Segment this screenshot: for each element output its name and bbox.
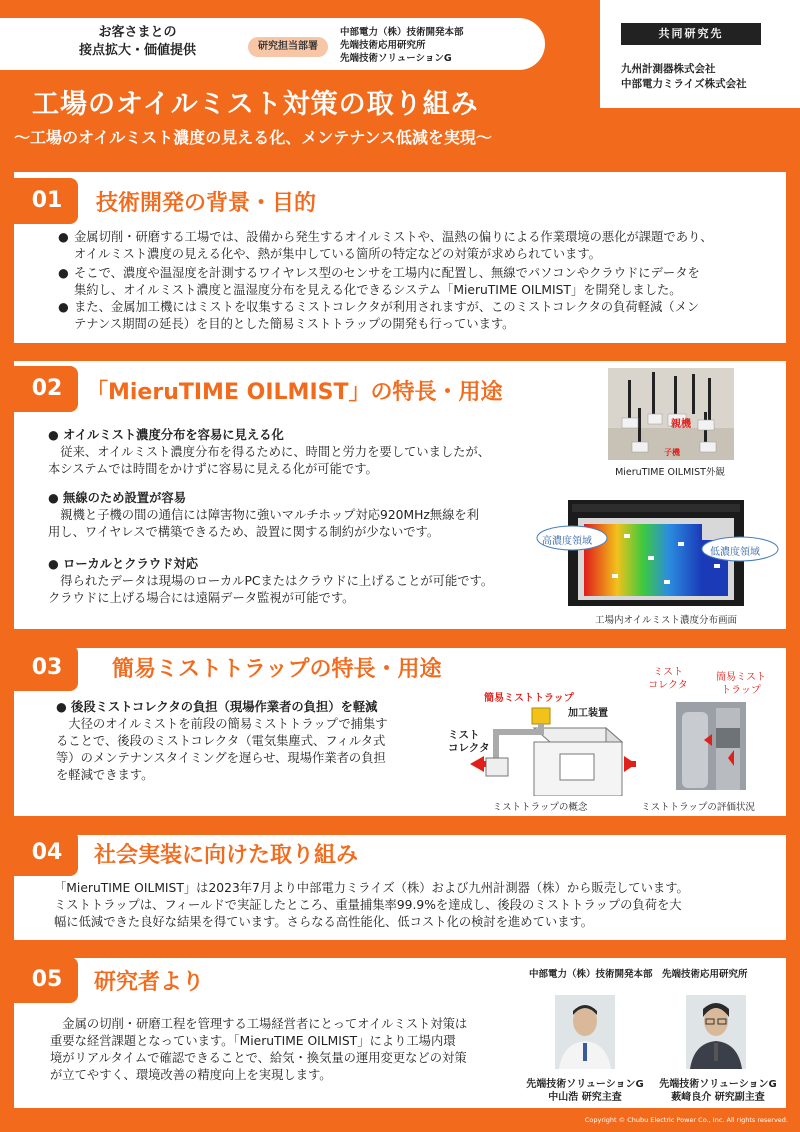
evaluation-photo [676, 702, 746, 790]
bullet-item: ● 金属切削・研磨する工場では、設備から発生するオイルミストや、温熱の偏りによる作業環境の悪化が課題であり、 オイルミスト濃度の見える化や、熱が集中している箇所の特定などの対策が求められています。 [58, 230, 713, 261]
researcher-photo-2 [686, 995, 746, 1069]
section-number: 02 [16, 366, 78, 412]
page-subtitle: ～工場のオイルミスト濃度の見える化、メンテナンス低減を実現～ [14, 128, 492, 147]
child-unit-label: 子機 [664, 448, 680, 457]
section-number: 03 [16, 645, 78, 691]
feature-text: 得られたデータは現場のローカルPCまたはクラウドに上げることが可能です。 クラウドに上げる場合には遠隔データ監視が可能です。 [48, 574, 494, 605]
researcher-message: 金属の切削・研磨工程を管理する工場経営者にとってオイルミスト対策は 重要な経営課題となっています。「MieruTIME OILMIST」により工場内環 境がリアルタイムで確認できることで、給気・換気量の運用変更などの対策 が立てやすく、環境改善の精度向上を実現します。 [50, 1017, 468, 1082]
collector-label: ミスト コレクタ [448, 729, 490, 754]
low-area-label: 低濃度領域 [710, 547, 760, 558]
bullet-dot-icon: ● [58, 300, 69, 314]
photo-caption: MieruTIME OILMIST外観 [615, 467, 725, 478]
section-title: 研究者より [94, 970, 205, 995]
section-text: 「MieruTIME OILMIST」は2023年7月より中部電力ミライズ（株）および九州計測器（株）から販売しています。 ミストトラップは、フィールドで実証したところ、重量捕集率99.9%を達成し、後段のミストトラップの負荷を大 幅に低減できた良好な結果を得ています。さらなる高性能化、低コスト化の検討を進めています。 [54, 881, 689, 929]
parent-unit-label: 親機 [671, 419, 691, 430]
feature-text: 従来、オイルミスト濃度分布を得るために、時間と労力を要していましたが、 本システムでは時間をかけずに容易に見える化が可能です。 [48, 445, 491, 476]
bullet-dot-icon: ● [58, 266, 69, 280]
feature-text: 親機と子機の間の通信には障害物に強いマルチホップ対応920MHz無線を利 用し、ワイヤレスで構築できるため、設置に関する制約が少ないです。 [48, 508, 479, 539]
researcher-name-2: 先端技術ソリューションG 薮﨑良介 研究副主査 [659, 1079, 777, 1103]
dept-lines: 中部電力（株）技術開発本部 先端技術応用研究所 先端技術ソリューションG [340, 27, 464, 64]
feature-heading: ● ローカルとクラウド対応 [48, 557, 199, 571]
section-number: 05 [16, 957, 78, 1003]
section-number: 04 [16, 830, 78, 876]
partner-heading: 共同研究先 [621, 23, 761, 45]
screen-caption: 工場内オイルミスト濃度分布画面 [594, 615, 738, 626]
partner-list: 九州計測器株式会社 中部電力ミライズ株式会社 [621, 63, 747, 90]
section-title: 社会実装に向けた取り組み [94, 843, 359, 868]
high-area-label: 高濃度領域 [542, 536, 592, 547]
photo-collector-label: ミスト コレクタ [648, 667, 688, 691]
feature-heading: ● 無線のため設置が容易 [48, 491, 186, 505]
bullet-item: ● そこで、濃度や温湿度を計測するワイヤレス型のセンサを工場内に配置し、無線でパソコンやクラウドにデータを 集約し、オイルミスト濃度と温湿度分布を見える化できるシステム「MieruTIME OILMIST」を開発しました。 [58, 266, 700, 297]
feature-heading: ● オイルミスト濃度分布を容易に見える化 [48, 428, 284, 442]
researcher-name-1: 先端技術ソリューションG 中山浩 研究主査 [526, 1079, 644, 1103]
photo-trap-label: 簡易ミスト トラップ [716, 672, 766, 696]
photo-caption: ミストトラップの評価状況 [641, 802, 755, 813]
diagram-caption: ミストトラップの概念 [492, 802, 588, 813]
researcher-photo-1 [555, 995, 615, 1069]
feature-text: 大径のオイルミストを前段の簡易ミストトラップで捕集す ることで、後段のミストコレクタ（電気集塵式、フィルタ式 等）のメンテナンスタイミングを遅らせ、現場作業者の負担 を軽減できます。 [56, 717, 388, 782]
section-title: 簡易ミストトラップの特長・用途 [112, 657, 442, 682]
trap-label: 簡易ミストトラップ [484, 693, 574, 704]
machine-label: 加工装置 [568, 708, 608, 719]
feature-heading: ● 後段ミストコレクタの負担（現場作業者の負担）を軽減 [56, 700, 378, 714]
page-title: 工場のオイルミスト対策の取り組み [32, 89, 479, 120]
researcher-org: 中部電力（株）技術開発本部 先端技術応用研究所 [529, 969, 748, 980]
section-title: 「MieruTIME OILMIST」の特長・用途 [86, 380, 503, 405]
section-title: 技術開発の背景・目的 [96, 191, 317, 216]
copyright: Copyright © Chubu Electric Power Co., Inc. All rights reserved. [584, 1116, 788, 1124]
customer-value-label: お客さまとの 接点拡大・価値提供 [78, 25, 196, 58]
bullet-item: ● また、金属加工機にはミストを収集するミストコレクタが利用されますが、このミストコレクタの負荷軽減（メン テナンス期間の延長）を目的とした簡易ミストトラップの開発も行っています。 [58, 300, 700, 331]
dept-tag: 研究担当部署 [248, 37, 328, 57]
bullet-dot-icon: ● [58, 230, 69, 244]
section-number: 01 [16, 178, 78, 224]
